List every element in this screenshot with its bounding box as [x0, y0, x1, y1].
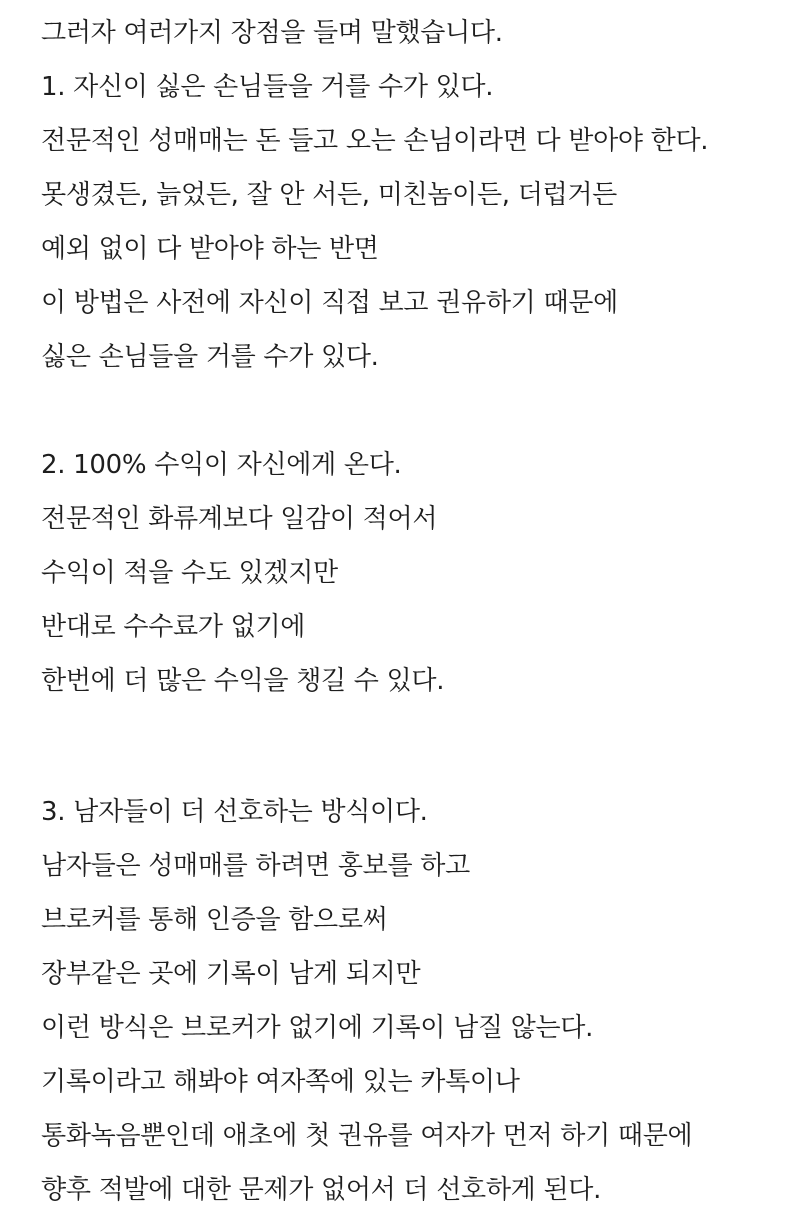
text-line: 기록이라고 해봐야 여자쪽에 있는 카톡이나	[41, 1067, 520, 1097]
section-1-heading: 1. 자신이 싫은 손님들을 거를 수가 있다.	[41, 72, 494, 102]
paragraph-spacer	[41, 708, 781, 785]
text-line: 브로커를 통해 인증을 함으로써	[41, 905, 388, 935]
document-body	[41, 6, 781, 1217]
intro-line: 그러자 여러가지 장점을 들며 말했습니다.	[41, 18, 503, 48]
section-1	[41, 60, 781, 384]
text-line: 예외 없이 다 받아야 하는 반면	[41, 234, 379, 264]
section-2-heading: 2. 100% 수익이 자신에게 온다.	[41, 450, 402, 480]
text-line: 남자들은 성매매를 하려면 홍보를 하고	[41, 851, 470, 881]
text-line: 못생겼든, 늙었든, 잘 안 서든, 미친놈이든, 더럽거든	[41, 180, 617, 210]
section-2	[41, 438, 781, 708]
paragraph-spacer	[41, 384, 781, 438]
text-line: 통화녹음뿐인데 애초에 첫 권유를 여자가 먼저 하기 때문에	[41, 1121, 693, 1151]
text-line: 이 방법은 사전에 자신이 직접 보고 권유하기 때문에	[41, 288, 618, 318]
text-line: 전문적인 화류계보다 일감이 적어서	[41, 504, 438, 534]
text-line: 이런 방식은 브로커가 없기에 기록이 남질 않는다.	[41, 1013, 594, 1043]
text-line: 향후 적발에 대한 문제가 없어서 더 선호하게 된다.	[41, 1175, 602, 1205]
section-3-heading: 3. 남자들이 더 선호하는 방식이다.	[41, 797, 428, 827]
text-line: 수익이 적을 수도 있겠지만	[41, 558, 338, 588]
text-line: 전문적인 성매매는 돈 들고 오는 손님이라면 다 받아야 한다.	[41, 126, 709, 156]
section-3	[41, 785, 781, 1217]
text-line: 반대로 수수료가 없기에	[41, 612, 306, 642]
text-line: 한번에 더 많은 수익을 챙길 수 있다.	[41, 666, 445, 696]
text-line: 장부같은 곳에 기록이 남게 되지만	[41, 959, 421, 989]
text-line: 싫은 손님들을 거를 수가 있다.	[41, 342, 379, 372]
